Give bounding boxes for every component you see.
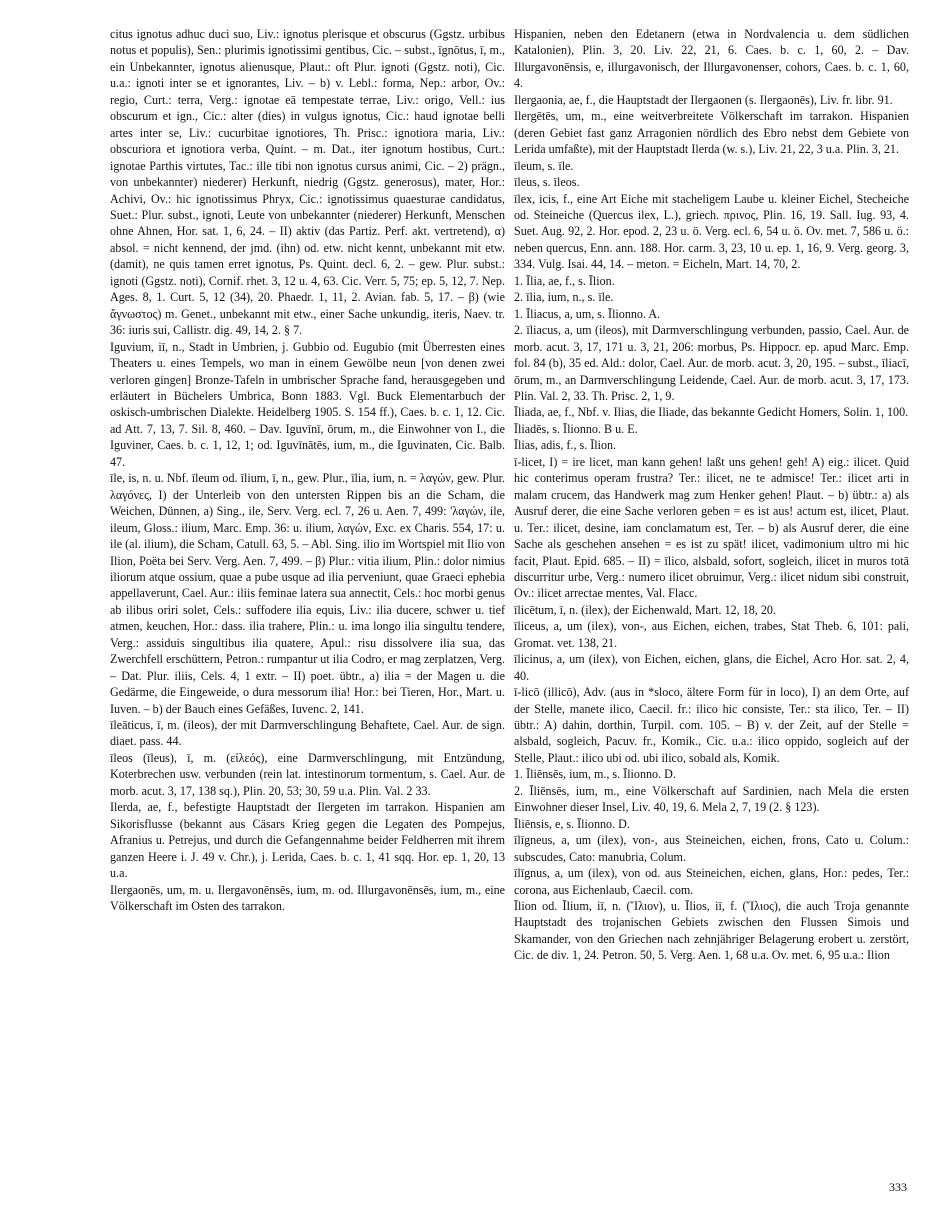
- dictionary-entry: Īlias, adis, f., s. Īlion.: [514, 438, 617, 453]
- dictionary-entry: Īliada, ae, f., Nbf. v. Ilias, die Iliade, das bekannte Gedicht Homers, Solin. 1, 100.: [514, 405, 909, 420]
- dictionary-entry: īlīgnus, a, um (ilex), von od. aus Steineichen, eichen, glans, Hor.: pedes, Ter.: corona, aus Eichenlaub, Caecil. com.: [514, 866, 909, 897]
- dictionary-entry: īliceus, a, um (ilex), von-, aus Eichen, eichen, trabes, Stat Theb. 6, 101: pali, Gromat. vet. 138, 21.: [514, 619, 909, 650]
- dictionary-entry: 1. Īliēnsēs, ium, m., s. Īlionno. D.: [514, 767, 676, 782]
- right-column: [514, 26, 909, 964]
- dictionary-entry: Ilergaonia, ae, f., die Hauptstadt der Ilergaonen (s. Ilergaonēs), Liv. fr. libr. 91.: [514, 92, 893, 107]
- dictionary-entry: 2. īlia, ium, n., s. īle.: [514, 290, 614, 305]
- dictionary-entry: īlex, icis, f., eine Art Eiche mit stacheligem Laube u. kleiner Eichel, Stecheiche od. Steineiche (Quercus ilex, L.), griech. πρινος, Plin. 16, 19. Sall. Iug. 93, 4. Suet. Aug. 92, 2. Hor. epod. 2, 23 u. ö. Verg. ecl. 6, 54 u. ö. Ov. met. 7, 586 u. ö.: neben quercus, Enn. ann. 188. Hor. carm. 3, 23, 10 u. ep. 1, 16, 9. Verg. georg. 3, 334. Vulg. Isai. 44, 14. – meton. = Eicheln, Mart. 14, 70, 2.: [514, 191, 909, 272]
- dictionary-entry: 1. Īliacus, a, um, s. Īlionno. A.: [514, 306, 661, 321]
- dictionary-entry: ī-licō (illicō), Adv. (aus in *sloco, ältere Form für in loco), I) an dem Orte, auf der Stelle, manete ilico, Caecil. fr.: ilico hic consiste, Ter.: sta ilico, Ter. – II) übtr.: A) dahin, dorthin, Turpil. com. 105. – B) v. der Zeit, auf der Stelle = alsbald, sogleich, Pacuv. fr., Komik., Cic. u.a.: ilico oppido, sogleich auf der Stelle, Plaut.: ilico ubi od. ubi ilico, sobald als, Komik.: [514, 685, 909, 765]
- dictionary-entry: īleum, s. īle.: [514, 158, 574, 173]
- dictionary-entry: 2. īliacus, a, um (ileos), mit Darmverschlingung verbunden, passio, Cael. Aur. de morb. acut. 3, 17, 171 u. 3, 21, 206: morbus, Ps. Hippocr. ep. apud Marc. Emp. fol. 84 (b), 35 ed. Ald.: dolor, Cael. Aur. de morb. acut. 3, 20, 195. – subst., īliacī, ōrum, m., an Darmverschlingung Leidende, Cael. Aur. de morb. acut. 3, 17, 173. Plin. Val. 2, 33. Th. Prisc. 2, 1, 9.: [514, 323, 909, 403]
- dictionary-entry: Īliadēs, s. Īlionno. B u. E.: [514, 421, 638, 436]
- left-column: [110, 26, 505, 914]
- dictionary-entry: Ilergaonēs, um, m. u. Ilergavonēnsēs, ium, m. od. Illurgavonēnsēs, ium, m., eine Völkerschaft im Osten des tarrakon.: [110, 882, 505, 914]
- dictionary-entry: īleāticus, ī, m. (ileos), der mit Darmverschlingung Behaftete, Cael. Aur. de sign. diaet. pass. 44.: [110, 718, 505, 749]
- dictionary-entry: Iguvium, iī, n., Stadt in Umbrien, j. Gubbio od. Eugubio (mit Überresten eines Theaters u. eines Tempels, wo man in einem Gewölbe neun [von denen zwei verloren gingen] Bronze-Tafeln in umbrischer Sprache fand, herausgegeben und erläutert in Büchelers Umbrica, Bonn 1883. Vgl. Buck Elementarbuch der oskisch-umbrischen Dialekte. Heidelberg 1905. S. 154 ff.), Caes. b. c. 1, 12. Cic. ad Att. 7, 13, 7. Sil. 8, 460. – Dav. Iguvīnī, ōrum, m., die Einwohner von I., die Iguviner, Caes. b. c. 1, 12, 1; od. Iguvīnātēs, ium, m., die Iguvinaten, Cic. Balb. 47.: [110, 339, 505, 469]
- page-number: 333: [889, 1180, 907, 1194]
- dictionary-entry: Ilerda, ae, f., befestigte Hauptstadt der Ilergeten im tarrakon. Hispanien am Sikorisflusse (bekannt aus Cäsars Krieg gegen die Legaten des Pompejus, Afranius u. Petrejus, und durch die Gefangennahme beider Feldherren mit ihrem ganzen Heere i. J. 49 v. Chr.), j. Lerida, Caes. b. c. 1, 41 sqq. Hor. ep. 1, 20, 13 u.a.: [110, 800, 505, 881]
- dictionary-entry: īlīgneus, a, um (ilex), von-, aus Steineichen, eichen, frons, Cato u. Colum.: subscudes, Cato: manubria, Colum.: [514, 833, 909, 864]
- dictionary-entry: īlicētum, ī, n. (ilex), der Eichenwald, Mart. 12, 18, 20.: [514, 602, 776, 617]
- dictionary-entry: citus ignotus adhuc duci suo, Liv.: ignotus plerisque et obscurus (Ggstz. urbibus notus et populis), Sen.: plurimis ignotissimi gentibus, Cic. – subst., īgnōtus, ī, m., ein Unbekannter, ignotus alienusque, Plaut.: oft Plur. ignoti (Ggstz. noti), Cic. u.a.: ignoti inter se et ignorantes, Liv. – b) v. Lebl.: forma, Nep.: arbor, Ov.: regio, Curt.: terra, Verg.: ignotae eā tempestate terrae, Liv.: origo, Vell.: ius obscurum et ign., Cic.: alter (dies) in vulgus ignotus, Cic.: haud ignotae belli artes inter se, Liv.: cucurbitae ignotiores, Th. Prisc.: ignotiora maria, Liv.: obscuriora et ignotiora verba, Quint. – m. Dat., iter ignotum hostibus, Curt.: ignotae Parthis virtutes, Tac.: ille tibi non ignotus cursus animi, Cic. – 2) prägn., von unbekannter) niederer) Herkunft, niedrig (Ggstz. generosus), mater, Hor.: Achivi, Ov.: hic ignotissimus Phryx, Cic.: ignotissimus quaesturae candidatus, Suet.: Plur. subst., ignoti, Leute von unbekannter (niederer) Herkunft, Menschen ohne Ahnen, Hor. sat. 1, 6, 24. – II) aktiv (das Partiz. Perf. akt. vertretend), α) absol. = nicht kennend, der jmd. (ihn) od. etw. nicht kennt, unbekannt mit etw. (damit), ne quis tamen erret ignotus, Ps. Quint. decl. 6, 2. – gew. Plur. subst.: ignoti (Ggstz. noti), Cornif. rhet. 3, 12 u. 4, 63. Cic. Verr. 5, 75; ep. 5, 12, 7. Nep. Ages. 8, 1. Curt. 5, 12 (34), 20. Phaedr. 1, 11, 2. Avian. fab. 5, 17. – β) (wie ἄγνωστος) m. Genet., unbekannt mit etw., einer Sache unkundig, iteris, Naev. tr. 36: iuris sui, Callistr. dig. 49, 14, 2. § 7.: [110, 27, 505, 338]
- dictionary-entry: īleus, s. īleos.: [514, 175, 580, 190]
- dictionary-entry: Īliēnsis, e, s. Īlionno. D.: [514, 816, 630, 831]
- dictionary-entry: Hispanien, neben den Edetanern (etwa in Nordvalencia u. dem südlichen Katalonien), Plin. 3, 20. Liv. 22, 21, 6. Caes. b. c. 1, 60, 2. – Dav. Illurgavonēnsis, e, illurgavonisch, der Illurgavonenser, cohors, Caes. b. c. 1, 60, 4.: [514, 27, 909, 91]
- dictionary-entry: īlicinus, a, um (ilex), von Eichen, eichen, glans, die Eichel, Acro Hor. sat. 2, 4, 40.: [514, 652, 909, 683]
- dictionary-entry: 1. Īlia, ae, f., s. Īlion.: [514, 273, 615, 288]
- dictionary-entry: īle, is, n. u. Nbf. īleum od. īlium, ī, n., gew. Plur., īlia, ium, n. = λαγών, gew. Plur. λαγόνες, I) der Unterleib von den untersten Rippen bis an die Scham, die Weichen, Dünnen, a) Sing., ile, Serv. Verg. ecl. 7, 26 u. Aen. 7, 499: 'λαγών, ile, ileum, Gloss.: ilium, Marc. Emp. 36: u. ilium, λαγών, Exc. ex Charis. 554, 17: u. ile (al. ilium), die Scham, Catull. 63, 5. – Abl. Sing. ilio im Wortspiel mit Ilio von Ilion, Poëta bei Serv. Verg. Aen. 7, 499. – β) Plur.: vitia ilium, Plin.: dolor nimius iliorum atque ossium, quae a pube usque ad ilia perveniunt, quae Graeci ephebia appellaverunt, Cael. Aur.: iliis feminae latera sua annectit, Cels.: hoc morbi genus ab ilibus oriri solet, Cels.: suffodere ilia equis, Liv.: ilia ducere, schwer u. tief atmen, keuchen, Hor.: dass. ilia trahere, Plin.: u. ima longo ilia singultu tendere, Verg.: assiduis singultibus ilia quatere, Apul.: risu dissolvere ilia sua, das Zwerchfell erschüttern, Petron.: rumpantur ut ilia Codro, er mag zerplatzen, Verg. – Dat. Plur. iliis, Cels. 4, 1 extr. – II) poet. übtr., a) ilia = der Magen u. die Gedärme, die Eingeweide, o dura messorum ilia! Hor.: bei Tieren, Hor., Mart. u. Iuven. – b) der Bauch eines Gefäßes, Iuvenc. 2, 141.: [110, 471, 505, 716]
- dictionary-entry: Ilergētēs, um, m., eine weitverbreitete Völkerschaft im tarrakon. Hispanien (deren Gebiet fast ganz Arragonien nördlich des Ebro nebst dem Gebiete von Lerida umfaßte), mit der Hauptstadt Ilerda (w. s.), Liv. 21, 22, 3 u.a. Plin. 3, 21.: [514, 109, 909, 157]
- dictionary-entry: Īlion od. Īlium, iī, n. (Ἴλιον), u. Īlios, iī, f. (Ἴλιος), die auch Troja genannte Hauptstadt des trojanischen Gebiets zwischen den Flussen Simois und Skamander, von den Griechen nach zehnjähriger Belagerung erobert u. zerstört, Cic. de div. 1, 24. Petron. 50, 5. Verg. Aen. 1, 68 u.a. Ov. met. 6, 95 u.a.: Ilion: [514, 899, 909, 963]
- dictionary-entry: ī-licet, I) = ire licet, man kann gehen! laßt uns gehen! geh! A) eig.: ilicet. Quid hic conterimus operam frustra? Ter.: ilicet, ne te admisce! Ter.: ilicet arti in malam crucem, das Handwerk mag zum Henker gehen! Plaut. – b) übtr.: a) als Ausruf derer, die eine Sache verloren geben = es ist aus! actum est, ilicet, Plaut. u. Ter.: ilicet, desine, iam conclamatum est, Ter. – b) als Ausruf derer, die eine Sache als geschehen ansehen = es ist zu spät! ilicet, vadimonium ultro mi hic facit, Plaut. Epid. 685. – II) = īlico, alsbald, sofort, sogleich, ilicet in muros totā discurritur urbe, Verg.: numero ilicet obruimur, Verg.: ilicet nidum sibi construit, Ov.: ilicet arrectae mentes, Val. Flacc.: [514, 454, 909, 601]
- dictionary-entry: 2. Īliēnsēs, ium, m., eine Völkerschaft auf Sardinien, nach Mela die ersten Einwohner dieser Insel, Liv. 40, 19, 6. Mela 2, 7, 19 (2. § 123).: [514, 783, 909, 815]
- dictionary-entry: īleos (īleus), ī, m. (εἰλεός), eine Darmverschlingung, mit Entzündung, Koterbrechen usw. verbunden (rein lat. intestinorum tormentum, s. Cael. Aur. de morb. acut. 3, 17, 138 sq.), Plin. 20, 53; 30, 59 u.a. Plin. Val. 2 33.: [110, 750, 505, 798]
